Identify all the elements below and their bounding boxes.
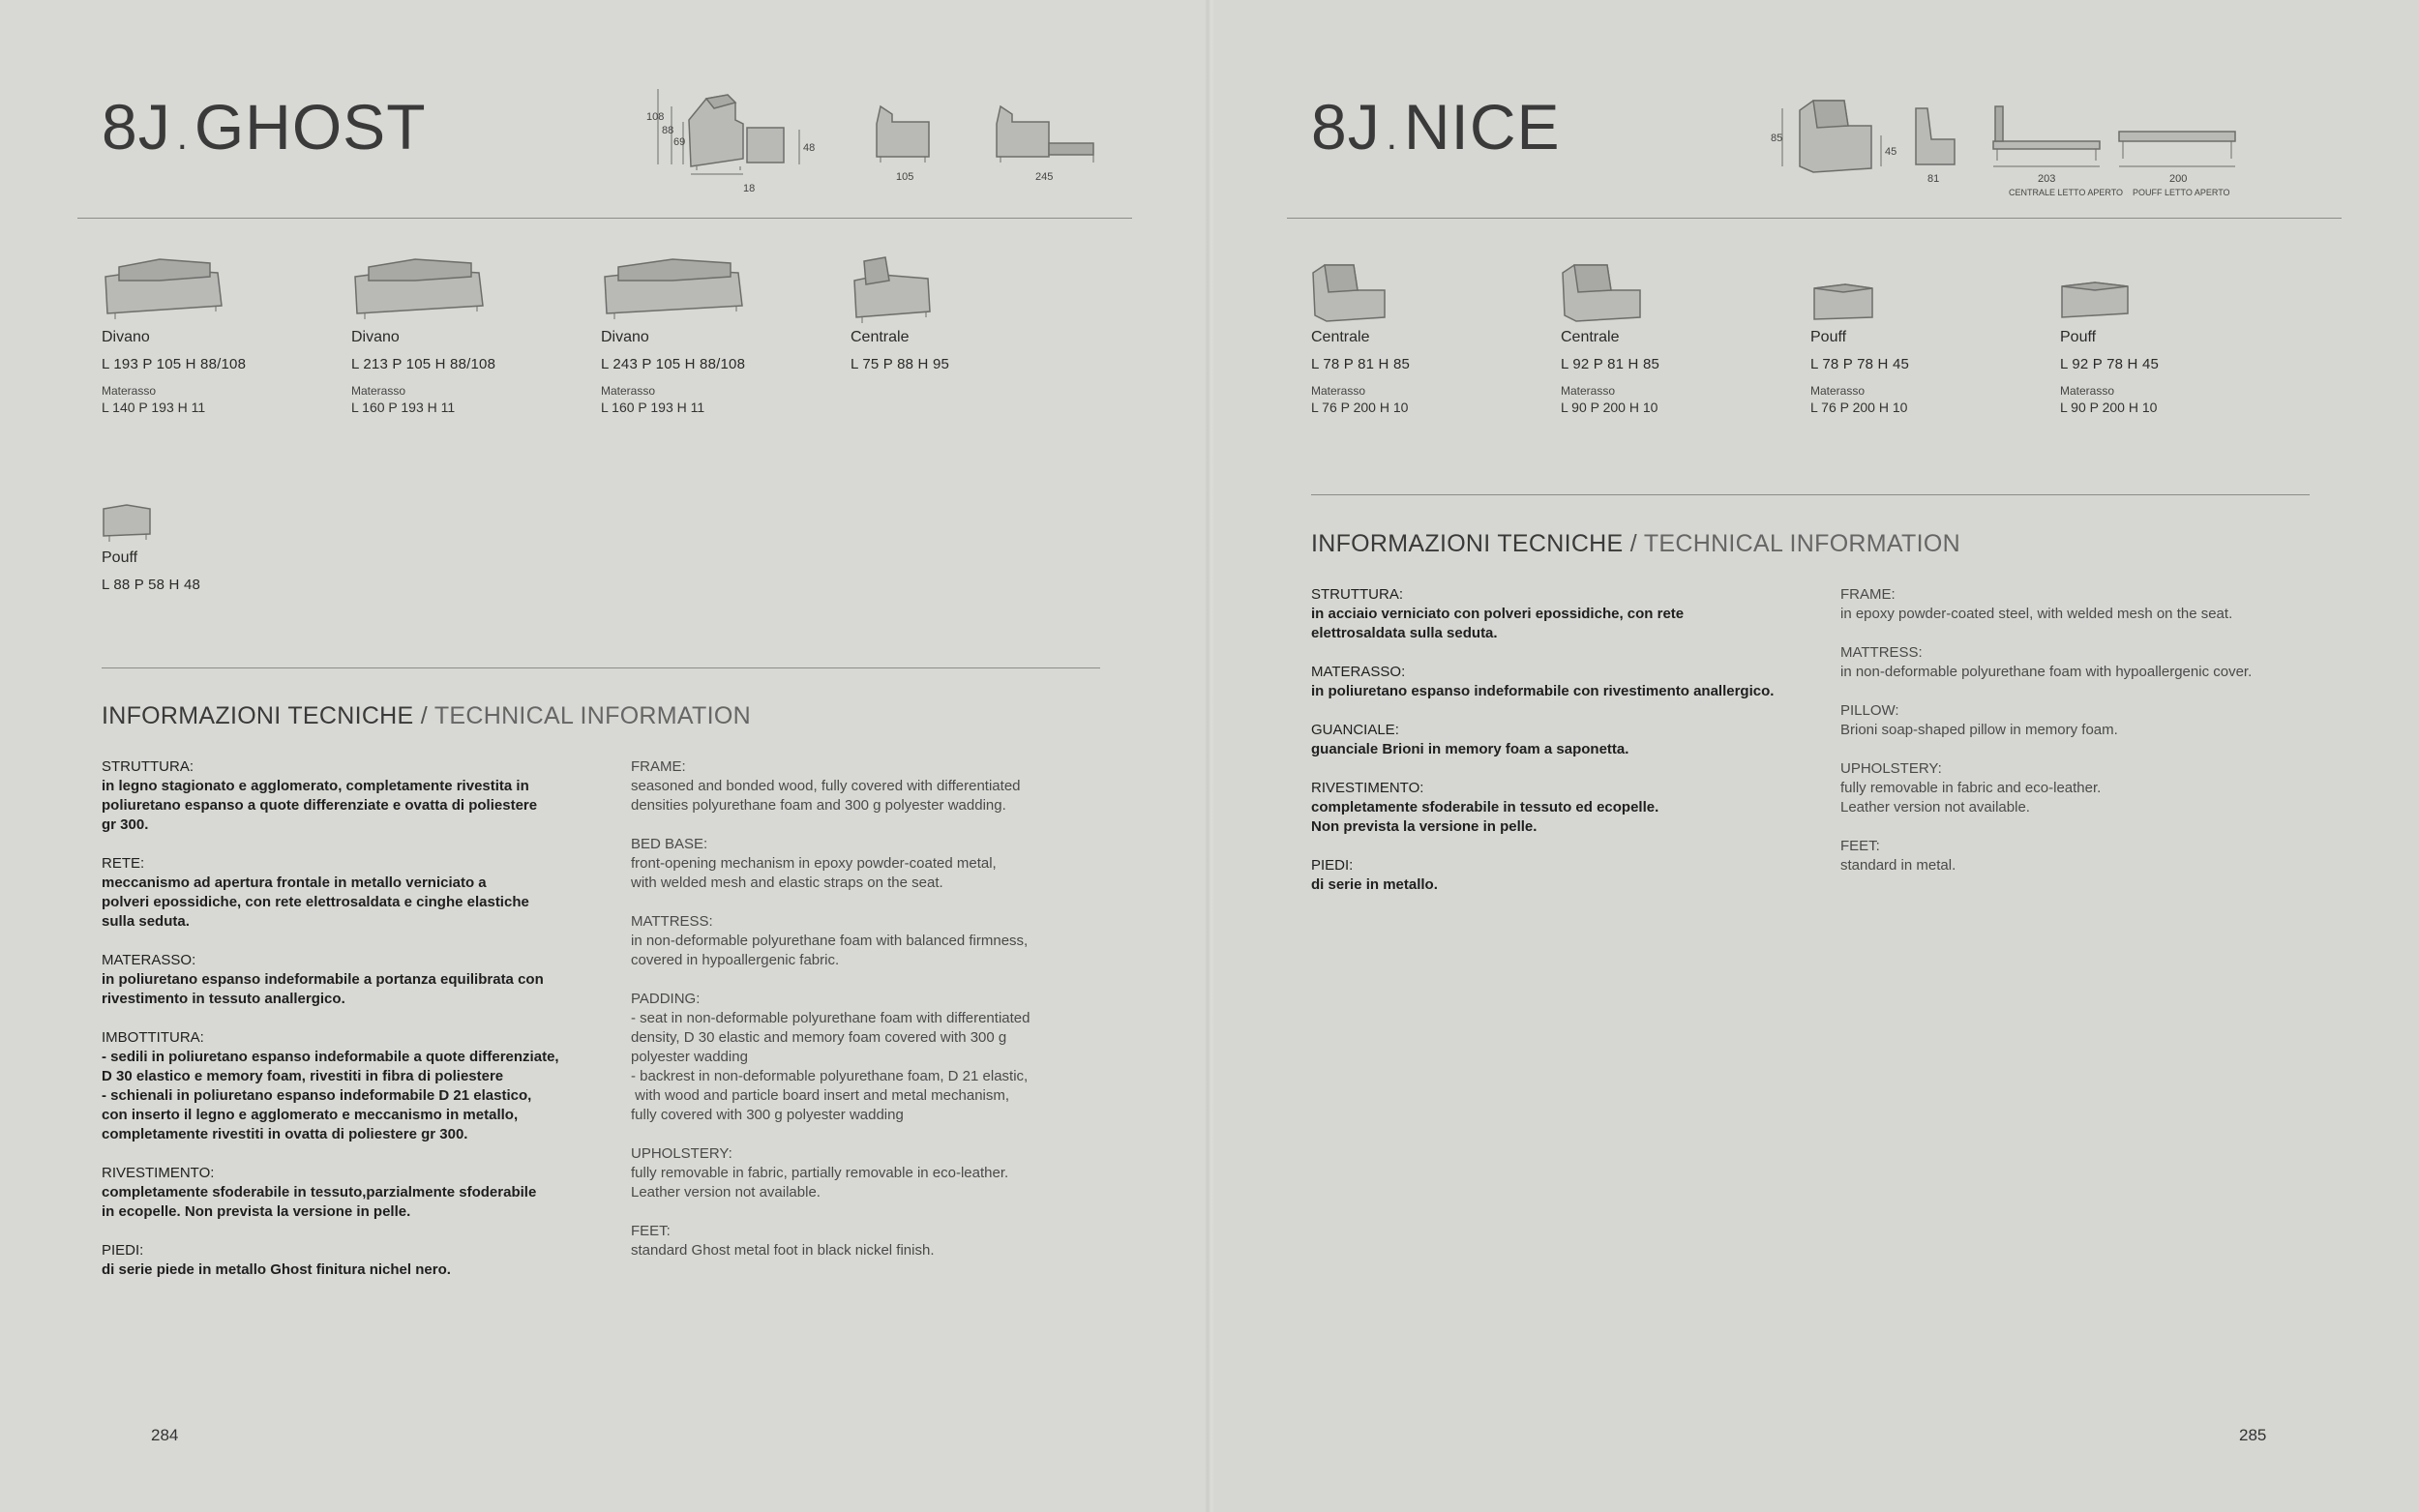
tech-title-sep: / [1623,530,1644,557]
item-dims: L 88 P 58 H 48 [102,577,201,593]
mattress-dims: L 90 P 200 H 10 [1561,400,1658,415]
spec-body: in legno stagionato e agglomerato, completamente rivestita in poliuretano espanso a quote differenziate e ovatta di poliestere gr 300. [102,778,538,833]
product-item [601,248,833,415]
spec-heading: IMBOTTITURA: [102,1029,204,1046]
item-name: Centrale [1561,329,1620,345]
item-dims: L 78 P 81 H 85 [1311,356,1411,372]
spec-body: fully removable in fabric and eco-leather. Leather version not available. [1840,780,2102,815]
section-divider [1311,494,2310,495]
tech-info-heading [102,702,751,730]
item-dims: L 193 P 105 H 88/108 [102,356,247,372]
dim-245: 245 [1035,171,1054,183]
dim-203: 203 [2038,173,2056,185]
dim-88: 88 [662,125,674,136]
italian-specs [102,757,605,1299]
page-number: 285 [2239,1426,2267,1444]
dim-108: 108 [646,111,665,123]
tech-info-heading [1311,530,1960,558]
dim-18: 18 [743,183,756,194]
ghost-title [102,91,427,163]
mattress-label: Materasso [2060,384,2115,398]
spec-body: in poliuretano espanso indeformabile a portanza equilibrata con rivestimento in tessuto anallergico. [102,971,544,1007]
title-code: 8J [102,91,171,163]
spec-body: in acciaio verniciato con polveri epossidiche, con rete elettrosaldata sulla seduta. [1311,606,1685,641]
pouf-icon [1810,248,1888,325]
item-dims: L 75 P 88 H 95 [851,356,950,372]
spec-body: Brioni soap-shaped pillow in memory foam. [1840,722,2118,738]
item-name: Pouff [102,549,138,566]
title-name: GHOST [194,91,427,163]
product-item [1311,248,1543,415]
page-number: 284 [151,1426,179,1444]
product-item [1810,248,2043,415]
dim-69: 69 [673,136,686,148]
title-name: NICE [1403,91,1561,163]
spec-body: di serie in metallo. [1311,876,1438,893]
item-dims: L 92 P 78 H 45 [2060,356,2160,372]
chair-module-icon [1311,248,1398,325]
tech-title-en: TECHNICAL INFORMATION [1643,530,1960,557]
dim-81: 81 [1927,173,1940,185]
mattress-label: Materasso [102,384,157,398]
product-item [851,248,1083,372]
spec-heading: RIVESTIMENTO: [1311,780,1424,796]
nice-title [1311,91,1561,163]
spec-body: - sedili in poliuretano espanso indeformabile a quote differenziate, D 30 elastico e memory foam, rivestiti in fibra di poliestere - schienali in poliuretano espanso indeformabile D 21 elastico, con inserto il legno e agglomerato e meccanismo in metallo, completamente rivestiti in ovatta di poliestere gr 300. [102,1049,559,1142]
mattress-label: Materasso [1311,384,1366,398]
mattress-dims: L 140 P 193 H 11 [102,400,206,415]
spec-heading: UPHOLSTERY: [1840,760,1942,777]
product-item [102,248,334,415]
spec-heading: FEET: [1840,838,1880,854]
item-dims: L 78 P 78 H 45 [1810,356,1910,372]
mattress-dims: L 160 P 193 H 11 [601,400,705,415]
spec-heading: MATTRESS: [1840,644,1923,661]
item-dims: L 243 P 105 H 88/108 [601,356,746,372]
mattress-dims: L 76 P 200 H 10 [1810,400,1908,415]
spec-heading: PIEDI: [102,1242,144,1259]
nice-dimension-diagram [1771,87,2351,203]
tech-title-it: INFORMAZIONI TECNICHE [1311,530,1624,557]
spec-heading: PADDING: [631,991,701,1007]
product-item [2060,248,2292,415]
spec-heading: MATERASSO: [1311,664,1406,680]
item-dims: L 213 P 105 H 88/108 [351,356,496,372]
spec-body: in non-deformable polyurethane foam with balanced firmness, covered in hypoallergenic fabric. [631,933,1029,968]
spec-body: guanciale Brioni in memory foam a saponetta. [1311,741,1629,757]
spec-body: front-opening mechanism in epoxy powder-coated metal, with welded mesh and elastic straps on the seat. [631,855,997,891]
mattress-dims: L 160 P 193 H 11 [351,400,456,415]
spec-body: di serie piede in metallo Ghost finitura nichel nero. [102,1261,451,1278]
spec-body: completamente sfoderabile in tessuto,parzialmente sfoderabile in ecopelle. Non prevista la versione in pelle. [102,1184,537,1220]
title-sep: . [176,115,189,158]
dim-85: 85 [1771,133,1783,144]
spec-body: completamente sfoderabile in tessuto ed ecopelle. Non prevista la versione in pelle. [1311,799,1659,835]
mattress-label: Materasso [1561,384,1616,398]
spec-body: in poliuretano espanso indeformabile con rivestimento anallergico. [1311,683,1775,699]
product-item [102,491,334,593]
dim-200: 200 [2169,173,2188,185]
top-divider [1287,218,2342,219]
spec-heading: GUANCIALE: [1311,722,1399,738]
english-specs [1840,585,2363,895]
sofa-icon [351,248,487,325]
product-item [1561,248,1793,415]
centrale-letto-label: CENTRALE LETTO APERTO [2009,188,2124,197]
item-dims: L 92 P 81 H 85 [1561,356,1660,372]
tech-title-en: TECHNICAL INFORMATION [433,702,751,729]
dim-48: 48 [803,142,816,154]
spec-heading: PILLOW: [1840,702,1899,719]
mattress-dims: L 76 P 200 H 10 [1311,400,1409,415]
tech-title-sep: / [413,702,434,729]
spec-heading: RIVESTIMENTO: [102,1165,215,1181]
sofa-icon [601,248,746,325]
section-divider [102,667,1100,668]
top-divider [77,218,1132,219]
mattress-dims: L 90 P 200 H 10 [2060,400,2158,415]
pouf-icon [2060,248,2137,325]
spec-heading: MATERASSO: [102,952,196,968]
item-name: Pouff [2060,329,2097,345]
item-name: Centrale [851,329,910,345]
chair-module-icon [1561,248,1648,325]
tech-title-it: INFORMAZIONI TECNICHE [102,702,414,729]
spec-body: standard Ghost metal foot in black nickel finish. [631,1242,935,1259]
spec-body: - seat in non-deformable polyurethane foam with differentiated density, D 30 elastic and memory foam covered with 300 g polyester wadding - backrest in non-deformable polyurethane foam, D 21 elastic, with wood and particle board insert and metal mechanism, fully covered with 300 g polyester wadding [631,1010,1030,1123]
spec-body: fully removable in fabric, partially removable in eco-leather. Leather version not available. [631,1165,1009,1201]
mattress-label: Materasso [601,384,656,398]
spec-heading: FEET: [631,1223,671,1239]
title-code: 8J [1311,91,1381,163]
spec-heading: FRAME: [1840,586,1896,603]
pouf-icon [102,491,160,546]
italian-specs [1311,585,1824,914]
spec-heading: PIEDI: [1311,857,1354,874]
dim-45: 45 [1885,146,1897,158]
spec-heading: STRUTTURA: [102,758,194,775]
spec-heading: RETE: [102,855,145,872]
dim-105: 105 [896,171,914,183]
spec-heading: MATTRESS: [631,913,713,930]
item-name: Divano [102,329,150,345]
book-spine [1205,0,1214,1512]
spec-heading: STRUTTURA: [1311,586,1403,603]
spec-body: in epoxy powder-coated steel, with welded mesh on the seat. [1840,606,2233,622]
item-name: Pouff [1810,329,1847,345]
item-name: Divano [601,329,649,345]
spec-body: meccanismo ad apertura frontale in metallo verniciato a polveri epossidiche, con rete elettrosaldata e cinghe elastiche sulla seduta. [102,875,529,930]
item-name: Centrale [1311,329,1370,345]
product-item [351,248,583,415]
spec-body: standard in metal. [1840,857,1956,874]
pouff-letto-label: POUFF LETTO APERTO [2133,188,2230,197]
sofa-icon [102,248,227,325]
mattress-label: Materasso [1810,384,1866,398]
spec-heading: FRAME: [631,758,686,775]
armchair-icon [851,248,938,325]
right-page [1210,0,2419,1512]
english-specs [631,757,1115,1280]
spec-heading: UPHOLSTERY: [631,1145,732,1162]
spec-body: in non-deformable polyurethane foam with hypoallergenic cover. [1840,664,2253,680]
ghost-dimension-diagram [639,81,1103,197]
spec-body: seasoned and bonded wood, fully covered with differentiated densities polyurethane foam and 300 g polyester wadding. [631,778,1021,814]
title-sep: . [1386,115,1398,158]
mattress-label: Materasso [351,384,406,398]
item-name: Divano [351,329,400,345]
spec-heading: BED BASE: [631,836,708,852]
